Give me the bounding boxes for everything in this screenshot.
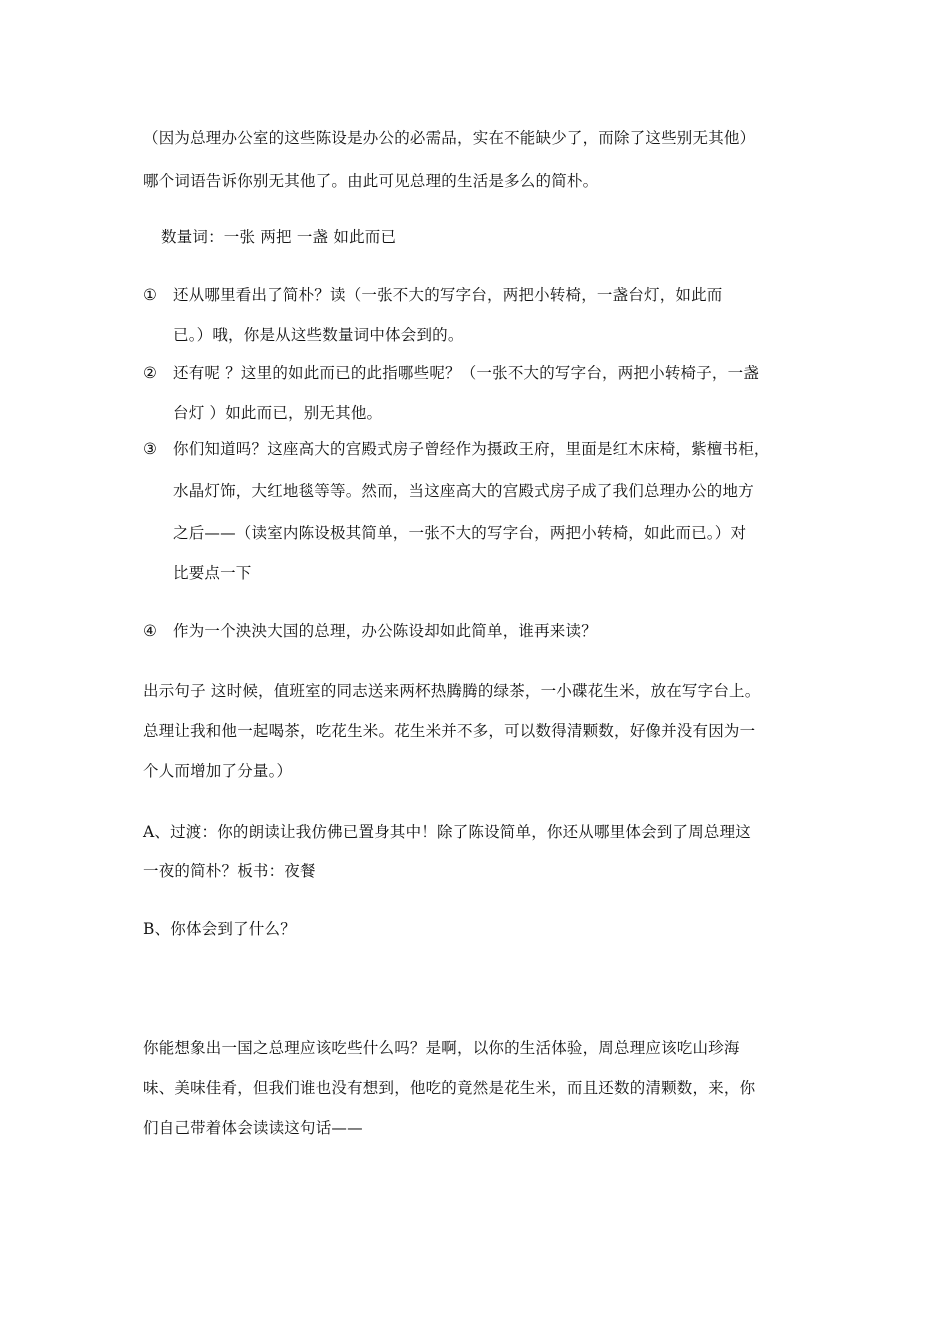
closing-line-2: 味、美味佳肴，但我们谁也没有想到，他吃的竟然是花生米，而且还数的清颗数，来，你 bbox=[143, 1079, 756, 1097]
item-3-line-4: 比要点一下 bbox=[173, 564, 252, 582]
sentence-line-3: 个人而增加了分量。） bbox=[143, 762, 293, 780]
item-1-marker: ① bbox=[143, 286, 157, 304]
item-3-marker: ③ bbox=[143, 440, 157, 458]
item-3-line-3: 之后——（读室内陈设极其简单，一张不大的写字台，两把小转椅，如此而已。）对 bbox=[173, 524, 747, 542]
item-2-line-1: 还有呢 ？这里的如此而已的此指哪些呢？（一张不大的写字台，两把小转椅子，一盏 bbox=[173, 364, 760, 382]
closing-line-1: 你能想象出一国之总理应该吃些什么吗？是啊，以你的生活体验，周总理应该吃山珍海 bbox=[143, 1039, 740, 1057]
intro-line-1: （因为总理办公室的这些陈设是办公的必需品，实在不能缺少了，而除了这些别无其他） bbox=[143, 129, 756, 147]
item-2-marker: ② bbox=[143, 364, 157, 382]
item-1-line-2: 已。）哦，你是从这些数量词中体会到的。 bbox=[173, 326, 464, 344]
section-a-line-1: A、过渡：你的朗读让我仿佛已置身其中！除了陈设简单，你还从哪里体会到了周总理这 bbox=[143, 823, 751, 841]
item-1-line-1: 还从哪里看出了简朴？读（一张不大的写字台，两把小转椅，一盏台灯，如此而 bbox=[173, 286, 723, 304]
section-b: B、你体会到了什么？ bbox=[143, 920, 296, 938]
quantifier-words: 数量词：一张 两把 一盏 如此而已 bbox=[161, 228, 397, 246]
item-4-marker: ④ bbox=[143, 622, 157, 640]
item-3-line-2: 水晶灯饰，大红地毯等等。然而，当这座高大的宫殿式房子成了我们总理办公的地方 bbox=[173, 482, 754, 500]
sentence-line-2: 总理让我和他一起喝茶，吃花生米。花生米并不多，可以数得清颗数，好像并没有因为一 bbox=[143, 722, 756, 740]
sentence-line-1: 出示句子 这时候，值班室的同志送来两杯热腾腾的绿茶，一小碟花生米，放在写字台上。 bbox=[143, 682, 761, 700]
item-2-line-2: 台灯 ）如此而已，别无其他。 bbox=[173, 404, 383, 422]
item-3-line-1: 你们知道吗？这座高大的宫殿式房子曾经作为摄政王府，里面是红木床椅，紫檀书柜， bbox=[173, 440, 770, 458]
item-4-line-1: 作为一个泱泱大国的总理，办公陈设却如此简单，谁再来读？ bbox=[173, 622, 597, 640]
intro-line-2: 哪个词语告诉你别无其他了。由此可见总理的生活是多么的简朴。 bbox=[143, 172, 599, 190]
closing-line-3: 们自己带着体会读读这句话—— bbox=[143, 1119, 363, 1137]
section-a-line-2: 一夜的简朴？板书：夜餐 bbox=[143, 862, 316, 880]
